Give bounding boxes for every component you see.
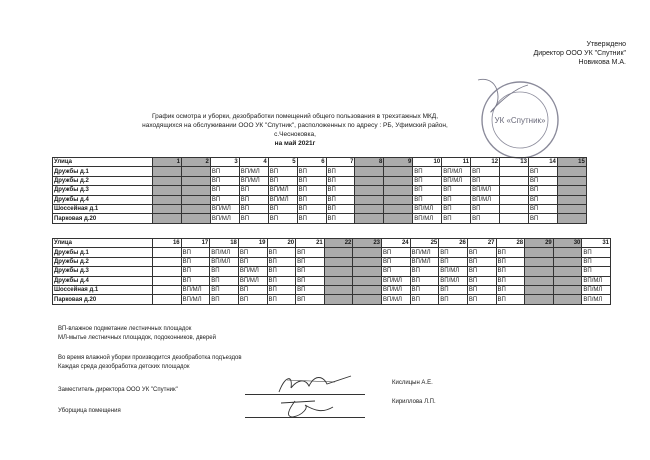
approval-block: [476, 40, 626, 67]
deputy-signature: [275, 370, 355, 398]
schedule-cell: ВП: [297, 214, 326, 223]
schedule-cell: ВП: [467, 267, 496, 276]
schedule-cell: ВП/МЛ: [210, 248, 239, 257]
schedule-cell: ВП: [410, 295, 439, 304]
day-header: 16: [153, 239, 182, 248]
schedule-cell: [324, 276, 353, 285]
schedule-cell: [557, 176, 586, 185]
day-header: 27: [467, 239, 496, 248]
cleaner-signature: [275, 395, 345, 421]
schedule-cell: ВП/МЛ: [582, 276, 611, 285]
street-cell: Шоссейная д.1: [53, 285, 153, 294]
schedule-cell: ВП: [382, 267, 411, 276]
title-line3: с.Чесноковка,: [274, 131, 316, 138]
schedule-cell: ВП: [210, 195, 239, 204]
schedule-cell: [181, 186, 210, 195]
street-cell: Парковая д.20: [53, 214, 153, 223]
schedule-cell: ВП/МЛ: [439, 267, 468, 276]
schedule-cell: ВП: [442, 186, 471, 195]
schedule-cell: [153, 176, 182, 185]
schedule-cell: [153, 257, 182, 266]
schedule-cell: [384, 204, 413, 213]
day-header: 20: [267, 239, 296, 248]
street-cell: Шоссейная д.1: [53, 204, 153, 213]
schedule-cell: [355, 204, 384, 213]
table-row: [53, 257, 611, 266]
day-header: 23: [353, 239, 382, 248]
schedule-cell: ВП: [238, 248, 267, 257]
schedule-cell: [553, 267, 582, 276]
schedule-cell: ВП: [326, 195, 355, 204]
schedule-cell: ВП: [296, 295, 325, 304]
schedule-cell: ВП: [496, 295, 525, 304]
schedule-cell: [557, 195, 586, 204]
schedule-cell: [384, 214, 413, 223]
cleaner-name: Кириллова Л.П.: [392, 399, 436, 405]
street-cell: Дружбы д.3: [53, 267, 153, 276]
day-header: 2: [181, 158, 210, 167]
schedule-cell: [553, 257, 582, 266]
schedule-cell: [353, 267, 382, 276]
table-row: [53, 214, 587, 223]
table-row: [53, 276, 611, 285]
table-row: [53, 176, 587, 185]
schedule-cell: [181, 176, 210, 185]
schedule-cell: ВП: [467, 257, 496, 266]
schedule-cell: ВП: [442, 214, 471, 223]
schedule-cell: ВП: [296, 276, 325, 285]
schedule-cell: ВП: [296, 285, 325, 294]
schedule-cell: ВП: [467, 248, 496, 257]
schedule-cell: ВП: [326, 186, 355, 195]
schedule-cell: ВП: [210, 176, 239, 185]
schedule-cell: ВП: [268, 214, 297, 223]
schedule-cell: [153, 285, 182, 294]
schedule-cell: ВП: [410, 285, 439, 294]
schedule-cell: [153, 267, 182, 276]
street-cell: Дружбы д.3: [53, 186, 153, 195]
schedule-cell: [525, 295, 554, 304]
day-header: 26: [439, 239, 468, 248]
schedule-cell: [153, 204, 182, 213]
schedule-cell: [353, 285, 382, 294]
day-header: 11: [442, 158, 471, 167]
schedule-cell: ВП: [471, 167, 500, 176]
schedule-cell: ВП/МЛ: [238, 276, 267, 285]
schedule-cell: [181, 195, 210, 204]
table-row: [53, 248, 611, 257]
header-street-label: Улица: [53, 239, 153, 248]
schedule-cell: [153, 195, 182, 204]
street-cell: Парковая д.20: [53, 295, 153, 304]
deputy-name: Кислицын А.Е.: [392, 380, 433, 386]
schedule-cell: [181, 167, 210, 176]
schedule-cell: ВП: [296, 257, 325, 266]
schedule-cell: [153, 295, 182, 304]
day-header: 1: [153, 158, 182, 167]
schedule-cell: ВП: [297, 167, 326, 176]
approval-line1: Утверждено: [586, 41, 626, 48]
schedule-cell: [384, 195, 413, 204]
legend-line4: Каждая среда дезобработка детских площадок: [58, 364, 190, 370]
schedule-cell: [153, 276, 182, 285]
day-header: 24: [382, 239, 411, 248]
title-line1: График осмотра и уборки, дезобработки помещений общего пользования в трехэтажных МКД,: [151, 113, 439, 120]
street-cell: Дружбы д.1: [53, 167, 153, 176]
schedule-cell: [557, 204, 586, 213]
schedule-cell: [324, 267, 353, 276]
schedule-cell: ВП: [528, 195, 557, 204]
approval-line2: Директор ООО УК "Спутник": [533, 50, 626, 57]
legend-line3: Во время влажной уборки производится дезобработка подъездов: [58, 355, 242, 361]
schedule-cell: ВП: [496, 248, 525, 257]
header-street-label: Улица: [53, 158, 153, 167]
schedule-cell: [324, 248, 353, 257]
schedule-cell: ВП/МЛ: [382, 285, 411, 294]
schedule-cell: ВП: [239, 195, 268, 204]
schedule-cell: ВП: [210, 285, 239, 294]
schedule-cell: ВП/МЛ: [382, 295, 411, 304]
schedule-cell: ВП: [267, 276, 296, 285]
schedule-cell: ВП: [467, 285, 496, 294]
schedule-table-1: [52, 157, 587, 224]
day-header: 21: [296, 239, 325, 248]
schedule-cell: ВП/МЛ: [439, 276, 468, 285]
schedule-cell: ВП: [268, 176, 297, 185]
schedule-cell: ВП/МЛ: [442, 167, 471, 176]
document-title: [120, 112, 470, 148]
schedule-cell: ВП: [582, 267, 611, 276]
schedule-cell: ВП: [326, 214, 355, 223]
table-row: [53, 267, 611, 276]
street-cell: Дружбы д.4: [53, 276, 153, 285]
day-header: 13: [500, 158, 529, 167]
schedule-cell: ВП: [528, 167, 557, 176]
company-stamp: [468, 70, 568, 170]
schedule-cell: [553, 276, 582, 285]
day-header: 4: [239, 158, 268, 167]
schedule-cell: ВП: [382, 248, 411, 257]
day-header: 17: [181, 239, 210, 248]
schedule-cell: [500, 204, 529, 213]
title-line2: находящихся на обслуживании ООО УК "Спутник", расположенных по адресу : РБ, Уфимский район,: [142, 122, 448, 129]
schedule-cell: ВП/МЛ: [413, 204, 442, 213]
day-header: 15: [557, 158, 586, 167]
schedule-cell: [324, 285, 353, 294]
schedule-cell: [355, 214, 384, 223]
schedule-cell: ВП: [442, 195, 471, 204]
schedule-cell: ВП: [528, 186, 557, 195]
schedule-cell: ВП/МЛ: [382, 276, 411, 285]
day-header: 31: [582, 239, 611, 248]
schedule-cell: ВП: [268, 167, 297, 176]
schedule-cell: ВП: [210, 295, 239, 304]
schedule-cell: ВП: [439, 257, 468, 266]
schedule-cell: ВП: [297, 204, 326, 213]
schedule-cell: [153, 167, 182, 176]
schedule-cell: ВП: [267, 285, 296, 294]
schedule-cell: [525, 257, 554, 266]
table-row: [53, 295, 611, 304]
day-header: 22: [324, 239, 353, 248]
schedule-cell: [353, 295, 382, 304]
schedule-cell: ВП: [528, 204, 557, 213]
schedule-cell: ВП: [382, 257, 411, 266]
schedule-cell: ВП: [239, 214, 268, 223]
schedule-cell: [355, 195, 384, 204]
schedule-cell: ВП/МЛ: [410, 248, 439, 257]
schedule-cell: [525, 276, 554, 285]
day-header: 12: [471, 158, 500, 167]
legend-1: [58, 325, 216, 343]
schedule-cell: ВП: [296, 248, 325, 257]
schedule-cell: ВП: [413, 176, 442, 185]
schedule-cell: ВП: [582, 257, 611, 266]
schedule-cell: ВП: [238, 257, 267, 266]
title-line4: на май 2021г: [274, 140, 316, 147]
schedule-cell: ВП: [239, 186, 268, 195]
deputy-label: Заместитель директора ООО УК "Спутник": [58, 387, 178, 393]
schedule-cell: ВП: [210, 267, 239, 276]
schedule-cell: ВП: [442, 204, 471, 213]
day-header: 3: [210, 158, 239, 167]
schedule-cell: ВП/МЛ: [239, 176, 268, 185]
day-header: 18: [210, 239, 239, 248]
schedule-cell: ВП: [181, 267, 210, 276]
schedule-cell: ВП: [326, 167, 355, 176]
schedule-cell: ВП/МЛ: [239, 167, 268, 176]
schedule-cell: ВП: [267, 257, 296, 266]
schedule-cell: ВП: [496, 257, 525, 266]
schedule-cell: ВП: [582, 248, 611, 257]
schedule-cell: ВП: [181, 276, 210, 285]
schedule-cell: ВП: [181, 248, 210, 257]
schedule-cell: [553, 285, 582, 294]
schedule-cell: [557, 186, 586, 195]
day-header: 6: [297, 158, 326, 167]
schedule-cell: ВП/МЛ: [238, 267, 267, 276]
schedule-cell: [353, 248, 382, 257]
schedule-cell: ВП: [467, 276, 496, 285]
schedule-cell: ВП: [413, 167, 442, 176]
schedule-cell: ВП/МЛ: [181, 285, 210, 294]
schedule-cell: ВП/МЛ: [181, 295, 210, 304]
schedule-cell: [355, 186, 384, 195]
schedule-cell: [181, 204, 210, 213]
schedule-cell: ВП: [496, 285, 525, 294]
schedule-cell: [153, 186, 182, 195]
schedule-cell: ВП: [439, 248, 468, 257]
table-header-row: [53, 239, 611, 248]
schedule-cell: ВП: [210, 167, 239, 176]
schedule-cell: [384, 176, 413, 185]
table-row: [53, 186, 587, 195]
day-header: 7: [326, 158, 355, 167]
day-header: 25: [410, 239, 439, 248]
day-header: 10: [413, 158, 442, 167]
schedule-cell: [384, 167, 413, 176]
schedule-cell: ВП/МЛ: [413, 214, 442, 223]
schedule-cell: ВП: [439, 285, 468, 294]
legend-line1: ВП-влажное подметание лестничных площадок: [58, 326, 192, 332]
schedule-cell: ВП: [267, 267, 296, 276]
street-cell: Дружбы д.1: [53, 248, 153, 257]
schedule-cell: ВП: [297, 186, 326, 195]
schedule-cell: [553, 248, 582, 257]
schedule-cell: ВП: [181, 257, 210, 266]
schedule-cell: ВП: [413, 195, 442, 204]
legend-line2: МЛ-мытье лестничных площадок, подоконников, дверей: [58, 335, 216, 341]
legend-2: [58, 354, 242, 372]
schedule-cell: ВП: [326, 204, 355, 213]
schedule-cell: ВП: [528, 176, 557, 185]
schedule-cell: ВП/МЛ: [268, 186, 297, 195]
table-row: [53, 167, 587, 176]
street-cell: Дружбы д.2: [53, 176, 153, 185]
schedule-cell: ВП/МЛ: [210, 204, 239, 213]
schedule-cell: ВП: [439, 295, 468, 304]
day-header: 30: [553, 239, 582, 248]
day-header: 9: [384, 158, 413, 167]
schedule-cell: ВП: [210, 186, 239, 195]
cleaner-label: Уборщица помещения: [58, 408, 121, 414]
table-header-row: [53, 158, 587, 167]
stamp-text: УК «Спутник»: [494, 116, 546, 125]
schedule-cell: ВП: [297, 176, 326, 185]
day-header: 19: [238, 239, 267, 248]
schedule-cell: ВП/МЛ: [442, 176, 471, 185]
day-header: 8: [355, 158, 384, 167]
schedule-cell: ВП: [410, 267, 439, 276]
schedule-cell: [500, 186, 529, 195]
schedule-cell: ВП: [296, 267, 325, 276]
schedule-cell: [353, 257, 382, 266]
schedule-cell: ВП/МЛ: [268, 195, 297, 204]
street-cell: Дружбы д.2: [53, 257, 153, 266]
schedule-cell: ВП/МЛ: [410, 257, 439, 266]
schedule-cell: ВП: [413, 186, 442, 195]
schedule-cell: [324, 257, 353, 266]
schedule-cell: ВП: [410, 276, 439, 285]
schedule-cell: ВП: [471, 176, 500, 185]
street-cell: Дружбы д.4: [53, 195, 153, 204]
schedule-cell: ВП: [496, 276, 525, 285]
schedule-cell: ВП: [268, 204, 297, 213]
schedule-cell: [384, 186, 413, 195]
schedule-cell: ВП/МЛ: [471, 186, 500, 195]
schedule-cell: ВП: [239, 204, 268, 213]
schedule-cell: [153, 214, 182, 223]
schedule-cell: ВП: [267, 248, 296, 257]
schedule-cell: ВП: [326, 176, 355, 185]
day-header: 5: [268, 158, 297, 167]
table-row: [53, 285, 611, 294]
schedule-cell: ВП/МЛ: [210, 214, 239, 223]
schedule-cell: ВП/МЛ: [210, 257, 239, 266]
schedule-cell: ВП/МЛ: [582, 285, 611, 294]
schedule-cell: [557, 167, 586, 176]
schedule-cell: [500, 214, 529, 223]
schedule-cell: ВП: [210, 276, 239, 285]
schedule-cell: [525, 248, 554, 257]
schedule-cell: [355, 176, 384, 185]
day-header: 29: [525, 239, 554, 248]
table-row: [53, 195, 587, 204]
schedule-cell: ВП/МЛ: [471, 195, 500, 204]
schedule-cell: [500, 195, 529, 204]
schedule-cell: ВП: [496, 267, 525, 276]
schedule-cell: [525, 267, 554, 276]
schedule-cell: ВП: [297, 195, 326, 204]
schedule-cell: ВП: [471, 214, 500, 223]
schedule-cell: [153, 248, 182, 257]
schedule-table-2: [52, 238, 611, 305]
schedule-cell: ВП: [471, 204, 500, 213]
schedule-cell: ВП: [528, 214, 557, 223]
approval-line3: Новикова М.А.: [578, 59, 626, 66]
schedule-cell: [525, 285, 554, 294]
schedule-cell: ВП: [238, 285, 267, 294]
table-row: [53, 204, 587, 213]
schedule-cell: [181, 214, 210, 223]
schedule-cell: [557, 214, 586, 223]
schedule-cell: [500, 167, 529, 176]
schedule-cell: ВП/МЛ: [582, 295, 611, 304]
day-header: 28: [496, 239, 525, 248]
schedule-cell: [324, 295, 353, 304]
schedule-cell: ВП: [267, 295, 296, 304]
schedule-cell: [500, 176, 529, 185]
schedule-cell: [353, 276, 382, 285]
schedule-cell: [355, 167, 384, 176]
schedule-cell: [553, 295, 582, 304]
schedule-cell: ВП: [467, 295, 496, 304]
day-header: 14: [528, 158, 557, 167]
schedule-cell: ВП: [238, 295, 267, 304]
